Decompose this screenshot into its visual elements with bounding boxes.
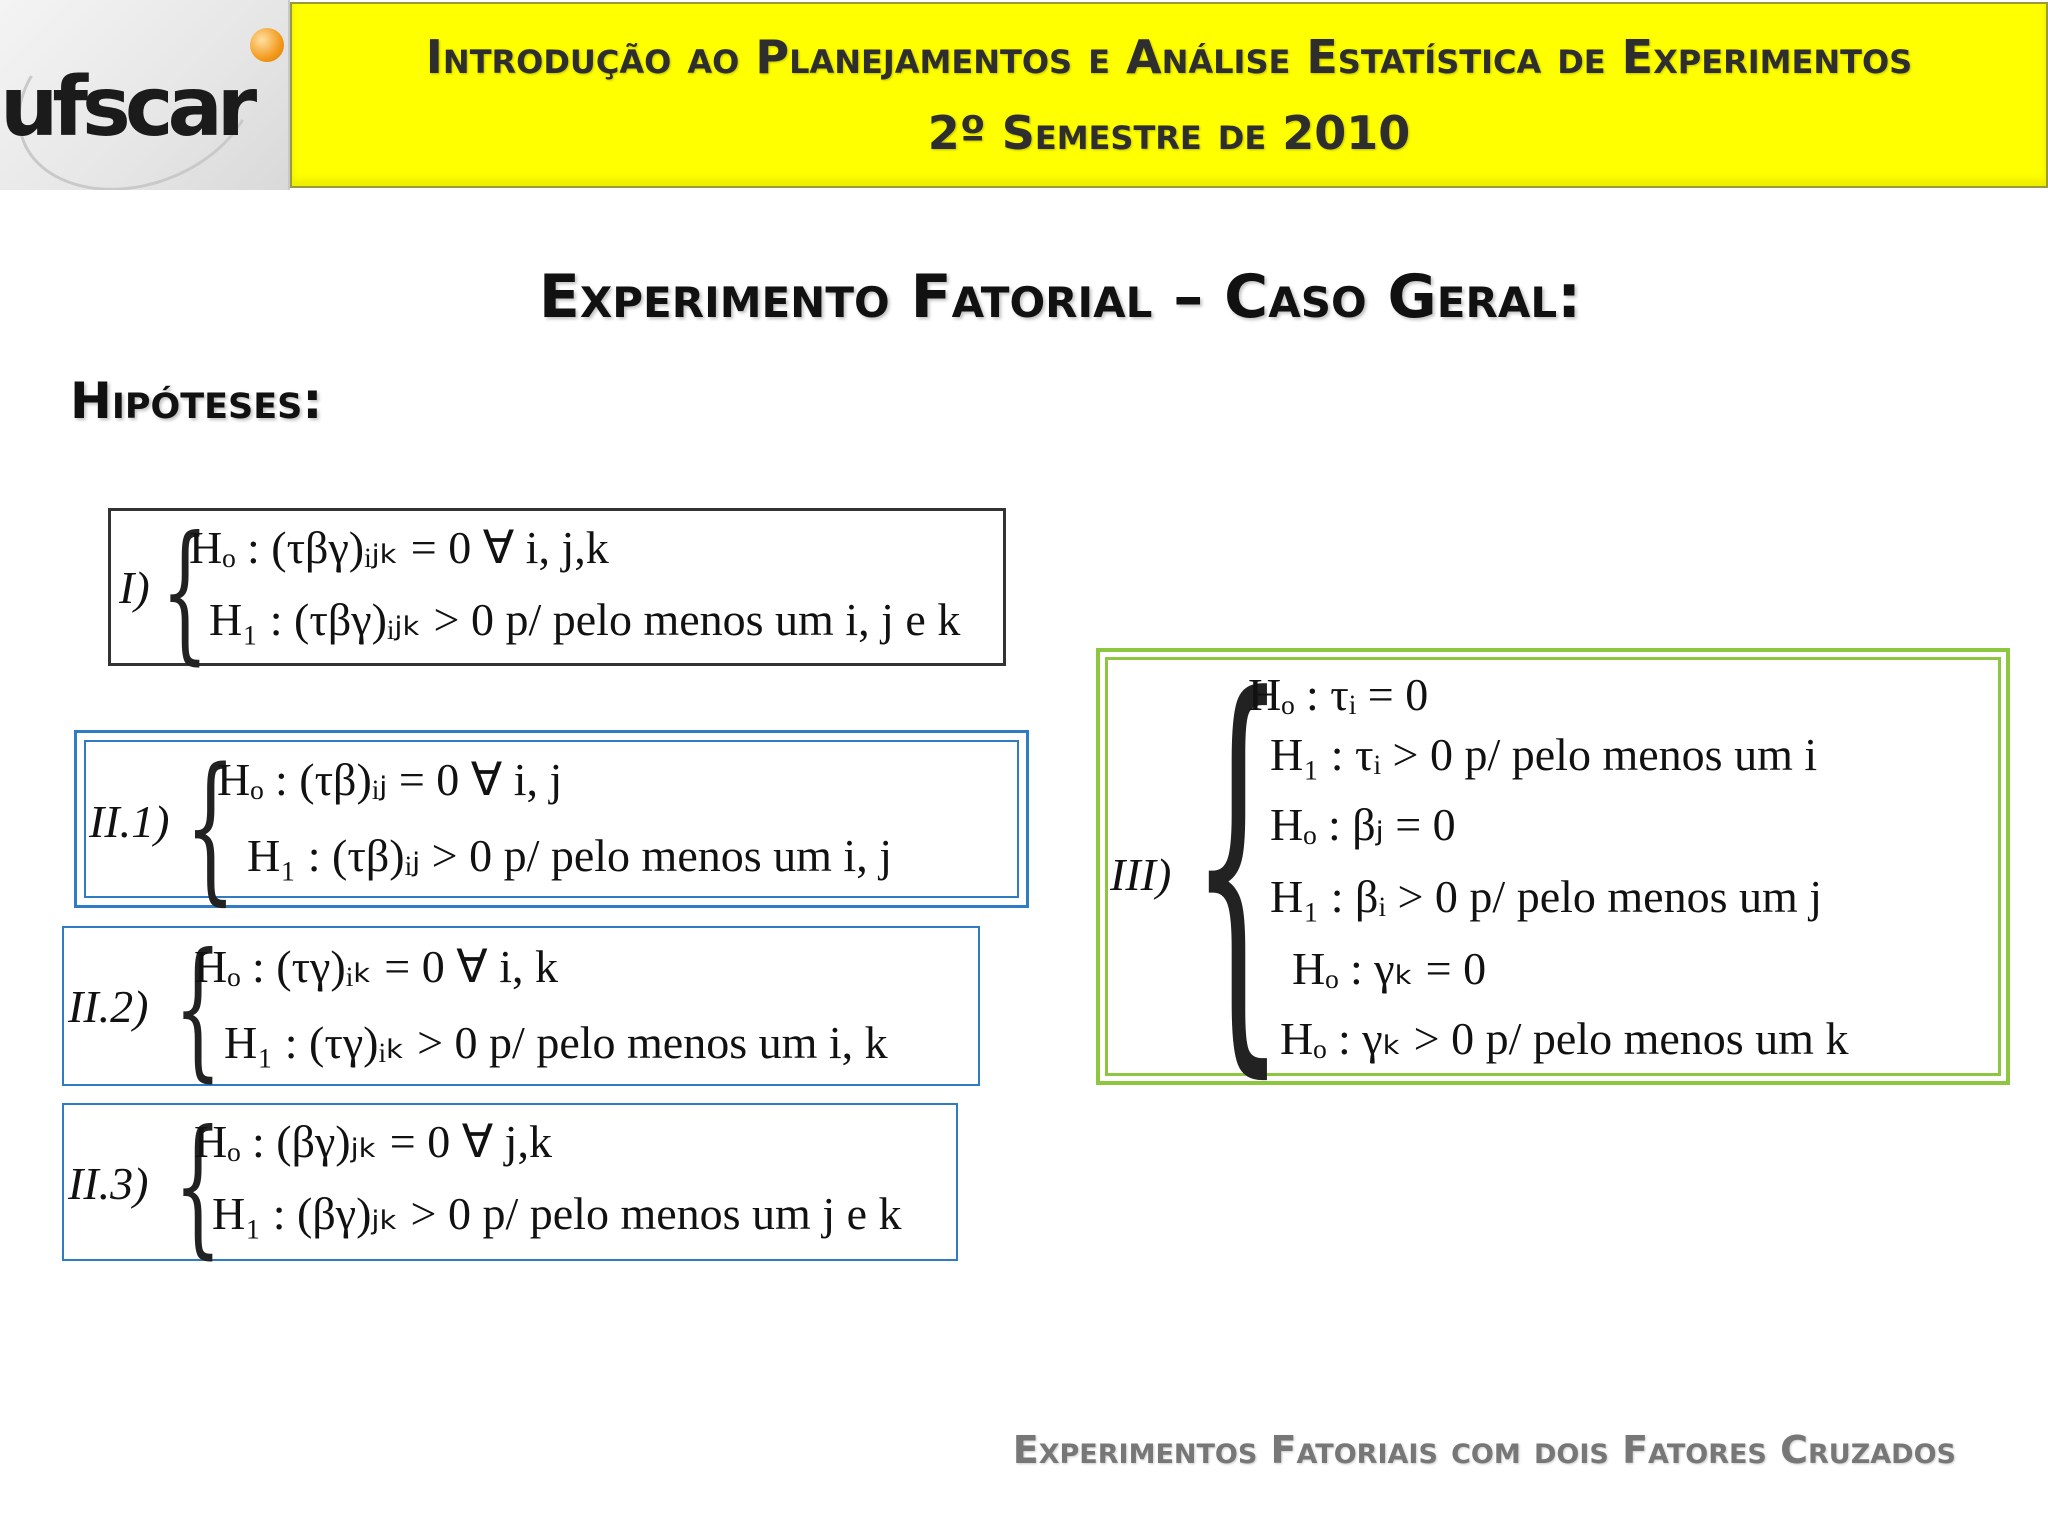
hypothesis-line: Hₒ : γₖ = 0: [1292, 943, 1487, 994]
slide-title: Experimento Fatorial – Caso Geral:: [538, 262, 1582, 332]
section-heading: Hipóteses:: [70, 372, 323, 430]
header-title-line2: 2º Semestre de 2010: [927, 106, 1411, 160]
logo-text: ufscar: [0, 60, 252, 155]
hypothesis-line: Hₒ : βⱼ = 0: [1270, 799, 1456, 850]
hypothesis-box-II1: [74, 730, 1029, 920]
hypothesis-label: III): [1110, 849, 1172, 900]
left-brace: {: [174, 1099, 222, 1273]
hypothesis-box-III: [1096, 612, 2010, 1112]
hypothesis-h1: H₁ : (τγ)ᵢₖ > 0 p/ pelo menos um i, k: [224, 1017, 888, 1068]
hypothesis-label: I): [119, 562, 150, 613]
hypothesis-h1: H₁ : (τβ)ᵢⱼ > 0 p/ pelo menos um i, j: [247, 830, 892, 881]
left-brace: {: [174, 922, 222, 1096]
hypothesis-h1: H₁ : (τβγ)ᵢⱼₖ > 0 p/ pelo menos um i, j e k: [209, 594, 961, 645]
left-brace: {: [161, 505, 209, 679]
footer-text: Experimentos Fatoriais com dois Fatores Cruzados: [1012, 1428, 1956, 1472]
hypothesis-box-II2: [62, 922, 980, 1096]
logo-orange-dot: [250, 28, 284, 62]
ufscar-logo: [0, 0, 290, 190]
hypothesis-h0: Hₒ : (βγ)ⱼₖ = 0 ∀ j,k: [194, 1116, 552, 1167]
hypothesis-h0: Hₒ : (τβ)ᵢⱼ = 0 ∀ i, j: [217, 754, 563, 805]
hypothesis-line: Hₒ : τᵢ = 0: [1248, 669, 1429, 720]
left-brace: {: [185, 733, 236, 920]
hypothesis-box-I: [108, 505, 1006, 679]
hypothesis-label: II.1): [89, 796, 170, 847]
hypothesis-h1: H₁ : (βγ)ⱼₖ > 0 p/ pelo menos um j e k: [212, 1188, 902, 1239]
hypothesis-label: II.2): [68, 981, 149, 1032]
hypothesis-line: Hₒ : γₖ > 0 p/ pelo menos um k: [1280, 1013, 1849, 1064]
left-brace: {: [1190, 612, 1286, 1112]
hypothesis-h0: Hₒ : (τγ)ᵢₖ = 0 ∀ i, k: [194, 941, 559, 992]
hypothesis-box-II3: [62, 1099, 958, 1273]
hypothesis-line: H₁ : βᵢ > 0 p/ pelo menos um j: [1270, 871, 1823, 922]
hypothesis-label: II.3): [68, 1158, 149, 1209]
header-title-line1: Introdução ao Planejamentos e Análise Estatística de Experimentos: [425, 30, 1913, 84]
header-band: [290, 2, 2048, 188]
hypothesis-line: H₁ : τᵢ > 0 p/ pelo menos um i: [1270, 729, 1818, 780]
hypothesis-h0: Hₒ : (τβγ)ᵢⱼₖ = 0 ∀ i, j,k: [189, 522, 609, 573]
